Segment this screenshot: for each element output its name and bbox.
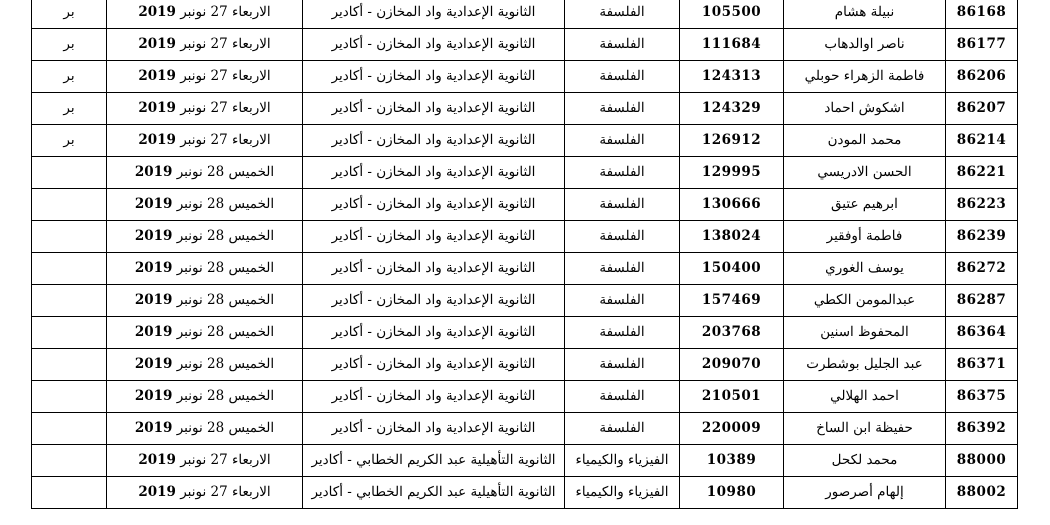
name-cell: حفيظة ابن الساخ (784, 413, 946, 445)
date-day: الاربعاء 27 نونبر (180, 99, 271, 116)
date-cell (107, 445, 303, 477)
date-day: الخميس 28 نونبر (176, 355, 275, 372)
note-cell: بر (32, 125, 107, 157)
table-row (32, 349, 1018, 381)
id-cell: 88000 (946, 445, 1018, 477)
date-day: الخميس 28 نونبر (176, 387, 275, 404)
id-cell: 86207 (946, 93, 1018, 125)
date-day: الاربعاء 27 نونبر (180, 67, 271, 84)
date-day: الخميس 28 نونبر (176, 323, 275, 340)
code-cell: 10389 (680, 445, 784, 477)
name-cell: فاطمة أوفقير (784, 221, 946, 253)
table-row (32, 93, 1018, 125)
table-row (32, 413, 1018, 445)
code-cell: 129995 (680, 157, 784, 189)
note-cell (32, 477, 107, 509)
name-cell: محمد لكحل (784, 445, 946, 477)
school-cell: الثانوية الإعدادية واد المخازن - أكادير (303, 253, 565, 285)
date-day: الخميس 28 نونبر (176, 259, 275, 276)
school-cell: الثانوية الإعدادية واد المخازن - أكادير (303, 157, 565, 189)
date-day: الخميس 28 نونبر (176, 291, 275, 308)
name-cell: محمد المودن (784, 125, 946, 157)
date-cell (107, 61, 303, 93)
school-cell: الثانوية الإعدادية واد المخازن - أكادير (303, 317, 565, 349)
note-cell (32, 445, 107, 477)
school-cell: الثانوية الإعدادية واد المخازن - أكادير (303, 93, 565, 125)
subject-cell: الفيزياء والكيمياء (565, 477, 680, 509)
note-cell: بر (32, 0, 107, 29)
date-cell (107, 317, 303, 349)
code-cell: 157469 (680, 285, 784, 317)
note-cell (32, 317, 107, 349)
name-cell: عبدالمومن الكطي (784, 285, 946, 317)
subject-cell: الفيزياء والكيمياء (565, 445, 680, 477)
table-row (32, 125, 1018, 157)
id-cell: 86177 (946, 29, 1018, 61)
date-cell (107, 125, 303, 157)
date-cell (107, 477, 303, 509)
id-cell: 86206 (946, 61, 1018, 93)
subject-cell: الفلسفة (565, 317, 680, 349)
subject-cell: الفلسفة (565, 157, 680, 189)
date-day: الخميس 28 نونبر (176, 195, 275, 212)
table-row (32, 317, 1018, 349)
code-cell: 124313 (680, 61, 784, 93)
date-day: الاربعاء 27 نونبر (180, 451, 271, 468)
date-year: 2019 (134, 419, 173, 436)
code-cell: 10980 (680, 477, 784, 509)
code-cell: 203768 (680, 317, 784, 349)
date-cell (107, 157, 303, 189)
date-year: 2019 (138, 3, 176, 20)
table-row (32, 189, 1018, 221)
code-cell: 130666 (680, 189, 784, 221)
subject-cell: الفلسفة (565, 381, 680, 413)
date-cell (107, 253, 303, 285)
note-cell (32, 221, 107, 253)
id-cell: 86392 (946, 413, 1018, 445)
code-cell: 105500 (680, 0, 784, 29)
name-cell: نبيلة هشام (784, 0, 946, 29)
note-cell (32, 253, 107, 285)
date-cell (107, 189, 303, 221)
school-cell: الثانوية الإعدادية واد المخازن - أكادير (303, 29, 565, 61)
date-year: 2019 (138, 99, 176, 116)
school-cell: الثانوية الإعدادية واد المخازن - أكادير (303, 413, 565, 445)
id-cell: 88002 (946, 477, 1018, 509)
date-day: الاربعاء 27 نونبر (180, 483, 271, 500)
id-cell: 86371 (946, 349, 1018, 381)
name-cell: المحفوظ اسنين (784, 317, 946, 349)
code-cell: 111684 (680, 29, 784, 61)
assignment-table (31, 0, 1018, 509)
date-day: الخميس 28 نونبر (176, 419, 275, 436)
name-cell: إلهام أصرصور (784, 477, 946, 509)
code-cell: 126912 (680, 125, 784, 157)
subject-cell: الفلسفة (565, 93, 680, 125)
table-row (32, 61, 1018, 93)
date-year: 2019 (134, 195, 173, 212)
date-cell (107, 93, 303, 125)
date-day: الاربعاء 27 نونبر (180, 35, 271, 52)
school-cell: الثانوية الإعدادية واد المخازن - أكادير (303, 221, 565, 253)
note-cell: بر (32, 93, 107, 125)
date-day: الاربعاء 27 نونبر (180, 131, 271, 148)
id-cell: 86223 (946, 189, 1018, 221)
subject-cell: الفلسفة (565, 29, 680, 61)
subject-cell: الفلسفة (565, 189, 680, 221)
name-cell: ابرهيم عتيق (784, 189, 946, 221)
code-cell: 210501 (680, 381, 784, 413)
date-year: 2019 (138, 131, 176, 148)
table-row (32, 285, 1018, 317)
subject-cell: الفلسفة (565, 253, 680, 285)
subject-cell: الفلسفة (565, 61, 680, 93)
id-cell: 86221 (946, 157, 1018, 189)
code-cell: 220009 (680, 413, 784, 445)
school-cell: الثانوية الإعدادية واد المخازن - أكادير (303, 381, 565, 413)
date-year: 2019 (138, 451, 176, 468)
date-day: الاربعاء 27 نونبر (180, 3, 271, 20)
date-year: 2019 (134, 323, 173, 340)
date-cell (107, 381, 303, 413)
date-year: 2019 (134, 259, 173, 276)
subject-cell: الفلسفة (565, 349, 680, 381)
id-cell: 86168 (946, 0, 1018, 29)
table-row (32, 445, 1018, 477)
name-cell: اشكوش احماد (784, 93, 946, 125)
code-cell: 124329 (680, 93, 784, 125)
date-year: 2019 (138, 35, 176, 52)
date-cell (107, 413, 303, 445)
date-cell (107, 285, 303, 317)
school-cell: الثانوية الإعدادية واد المخازن - أكادير (303, 61, 565, 93)
school-cell: الثانوية الإعدادية واد المخازن - أكادير (303, 189, 565, 221)
subject-cell: الفلسفة (565, 221, 680, 253)
name-cell: احمد الهلالي (784, 381, 946, 413)
table-row (32, 253, 1018, 285)
date-cell (107, 221, 303, 253)
subject-cell: الفلسفة (565, 285, 680, 317)
name-cell: ناصر اوالدهاب (784, 29, 946, 61)
name-cell: الحسن الادريسي (784, 157, 946, 189)
table-row (32, 157, 1018, 189)
date-year: 2019 (134, 291, 173, 308)
name-cell: عبد الجليل بوشطرت (784, 349, 946, 381)
school-cell: الثانوية الإعدادية واد المخازن - أكادير (303, 285, 565, 317)
note-cell (32, 157, 107, 189)
table-row (32, 381, 1018, 413)
id-cell: 86214 (946, 125, 1018, 157)
school-cell: الثانوية الإعدادية واد المخازن - أكادير (303, 349, 565, 381)
note-cell (32, 285, 107, 317)
code-cell: 150400 (680, 253, 784, 285)
table-row (32, 221, 1018, 253)
subject-cell: الفلسفة (565, 0, 680, 29)
date-year: 2019 (134, 387, 173, 404)
id-cell: 86287 (946, 285, 1018, 317)
school-cell: الثانوية التأهيلية عبد الكريم الخطابي - أكادير (303, 445, 565, 477)
school-cell: الثانوية الإعدادية واد المخازن - أكادير (303, 125, 565, 157)
id-cell: 86272 (946, 253, 1018, 285)
note-cell: بر (32, 29, 107, 61)
code-cell: 209070 (680, 349, 784, 381)
note-cell (32, 349, 107, 381)
date-year: 2019 (134, 163, 173, 180)
date-year: 2019 (138, 67, 176, 84)
date-cell (107, 0, 303, 29)
table-row (32, 477, 1018, 509)
subject-cell: الفلسفة (565, 125, 680, 157)
code-cell: 138024 (680, 221, 784, 253)
date-year: 2019 (134, 227, 173, 244)
date-year: 2019 (134, 355, 173, 372)
note-cell (32, 381, 107, 413)
date-year: 2019 (138, 483, 176, 500)
table-row (32, 29, 1018, 61)
date-cell (107, 29, 303, 61)
note-cell (32, 413, 107, 445)
date-day: الخميس 28 نونبر (176, 227, 275, 244)
table-body (32, 0, 1018, 509)
table-row (32, 0, 1018, 29)
name-cell: يوسف الغوري (784, 253, 946, 285)
subject-cell: الفلسفة (565, 413, 680, 445)
date-cell (107, 349, 303, 381)
id-cell: 86375 (946, 381, 1018, 413)
note-cell (32, 189, 107, 221)
note-cell: بر (32, 61, 107, 93)
date-day: الخميس 28 نونبر (176, 163, 275, 180)
school-cell: الثانوية الإعدادية واد المخازن - أكادير (303, 0, 565, 29)
name-cell: فاطمة الزهراء حوبلي (784, 61, 946, 93)
id-cell: 86364 (946, 317, 1018, 349)
school-cell: الثانوية التأهيلية عبد الكريم الخطابي - أكادير (303, 477, 565, 509)
id-cell: 86239 (946, 221, 1018, 253)
